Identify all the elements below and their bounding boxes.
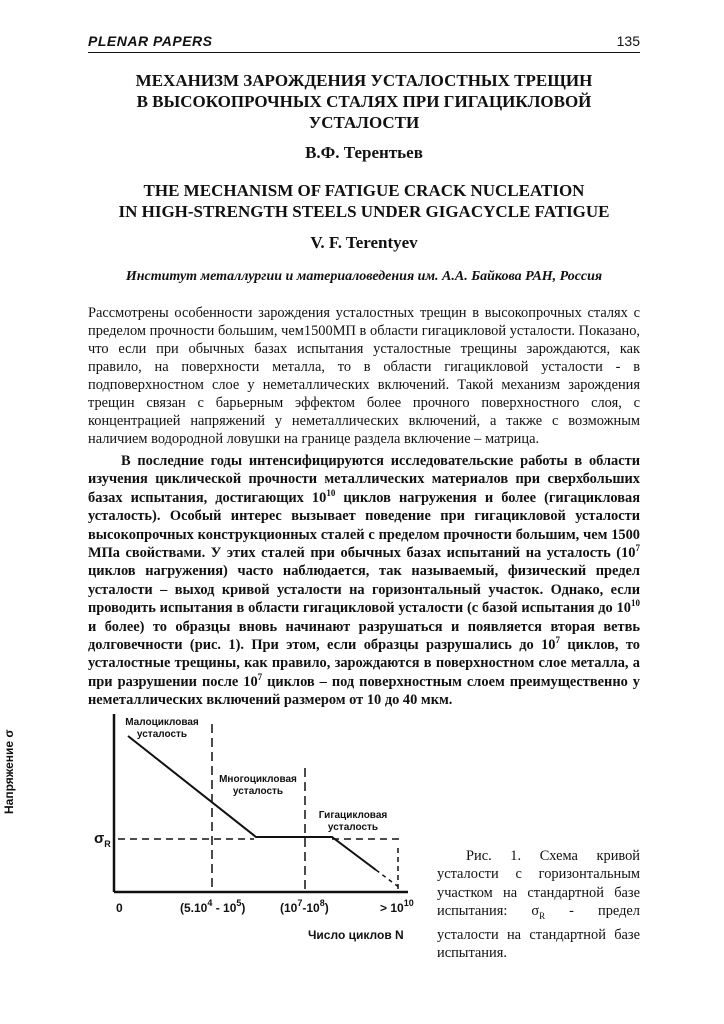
sigma-r-label: [94, 830, 111, 849]
tick-superscript: 7: [297, 898, 303, 908]
fatigue-curve: [128, 736, 376, 870]
tick-text: - 10: [212, 901, 237, 915]
body-text-run: и более) то образцы вновь начинают разрушаться и появляется вторая ветвь долговечности (рис. 1). При этом, если образцы разрушались до 10: [88, 618, 640, 654]
gigacycle-continuation: [376, 870, 400, 888]
region-label-line: Многоцикловая: [219, 774, 297, 785]
title-ru-line: УСТАЛОСТИ: [308, 113, 420, 132]
tick-superscript: 10: [403, 898, 414, 908]
region-label-high-cycle: [214, 774, 302, 798]
page-number: 135: [616, 33, 640, 49]
body-text-run: циклов нагружения) часто наблюдается, так называемый, физический предел усталости – выход кривой усталости на горизонтальный участок. Однако, если проводить испытания в области гигацикловой усталости (с базой испытания до 10: [88, 563, 640, 617]
body-text-run: В последние годы интенсифицируются исследовательские работы в области изучения циклической прочности металлических материалов при сверхбольших базах испытания, достигающих 10: [88, 453, 640, 506]
region-label-gigacycle: [308, 810, 398, 834]
journal-name: PLENAR PAPERS: [88, 33, 213, 49]
region-label-line: усталость: [136, 729, 188, 740]
title-en-line: IN HIGH-STRENGTH STEELS UNDER GIGACYCLE FATIGUE: [118, 202, 610, 221]
figure-caption: [437, 847, 640, 962]
title-ru-line: В ВЫСОКОПРОЧНЫХ СТАЛЯХ ПРИ ГИГАЦИКЛОВОЙ: [136, 92, 592, 111]
title-english: [88, 180, 640, 222]
title-ru-line: МЕХАНИЗМ ЗАРОЖДЕНИЯ УСТАЛОСТНЫХ ТРЕЩИН: [135, 71, 593, 90]
region-label-line: усталость: [232, 786, 284, 797]
sigma-subscript: R: [104, 839, 111, 849]
body-superscript: 7: [555, 635, 560, 646]
body-text-run: циклов нагружения и более (гигацикловая усталость). Особый интерес вызывает поведение при гигацикловой усталости высокопрочных конструкционных сталей с пределом прочности большим, чем 1500 МПа свойствами. У этих сталей при обычных базах испытаний на усталость (10: [88, 489, 640, 562]
tick-text: (5.10: [180, 901, 208, 915]
sigma-symbol: σ: [94, 830, 105, 847]
affiliation: Институт металлургии и материаловедения им. А.А. Байкова РАН, Россия: [125, 269, 603, 284]
title-en-line: THE MECHANISM OF FATIGUE CRACK NUCLEATION: [143, 181, 585, 200]
tick-text: ): [241, 901, 246, 915]
y-axis-label-text: Напряжение σ: [2, 729, 16, 814]
region-label-line: усталость: [327, 822, 379, 833]
x-origin-label: 0: [116, 901, 123, 915]
body-superscript: 10: [631, 598, 640, 609]
tick-text: -10: [302, 901, 320, 915]
body-superscript: 7: [257, 671, 263, 682]
body-text-run: циклов, то усталостные трещины, как правило, зарождаются в поверхностном слое металла, а при разрушении после 10: [88, 637, 640, 690]
author-russian: В.Ф. Терентьев: [305, 143, 423, 162]
running-header: [88, 30, 640, 53]
x-tick-label-3: [380, 898, 414, 915]
title-russian: [88, 70, 640, 133]
body-superscript: 7: [635, 543, 640, 554]
tick-text: ): [324, 901, 329, 915]
tick-text: > 10: [380, 901, 404, 915]
tick-superscript: 8: [319, 898, 325, 908]
tick-text: (10: [280, 901, 298, 915]
x-tick-label-2: [280, 898, 329, 915]
author-english: V. F. Terentyev: [310, 233, 418, 252]
region-label-line: Малоцикловая: [125, 717, 199, 728]
region-label-low-cycle: [116, 717, 208, 741]
body-superscript: 10: [326, 487, 336, 498]
abstract: Рассмотрены особенности зарождения усталостных трещин в высокопрочных сталях с пределом прочности большим, чем1500МП в области гигацикловой усталости. Показано, что если при обычных базах испытания усталостные трещины зарождаются, как правило, на поверхности металла, то в области гигацикловой усталости - в подповерхностном слое у неметаллических включений. Такой механизм зарождения трещин связан с барьерным эффектом более прочного поверхностного слоя, с концентрацией напряжений у неметаллических включений, а также с возможным наличием водородной ловушки на границе раздела включение – матрица.: [88, 305, 640, 447]
caption-subscript: R: [539, 911, 546, 922]
body-paragraph: [88, 452, 640, 710]
tick-superscript: 5: [236, 898, 242, 908]
x-axis-label: Число циклов N: [308, 928, 404, 942]
tick-superscript: 4: [207, 898, 213, 908]
caption-text-run: Рис. 1. Схема кривой усталости с горизонтальным участком на стандартной базе испытания: σ: [437, 848, 640, 920]
caption-text-run: - предел усталости на стандартной базе испытания.: [437, 903, 640, 961]
region-label-line: Гигацикловая: [318, 810, 388, 821]
x-tick-label-1: [180, 898, 246, 915]
fatigue-curve-figure: [86, 708, 426, 953]
body-text-run: циклов – под поверхностным слоем преимущественно у неметаллических включений размером от 10 до 40 мкм.: [88, 673, 640, 709]
